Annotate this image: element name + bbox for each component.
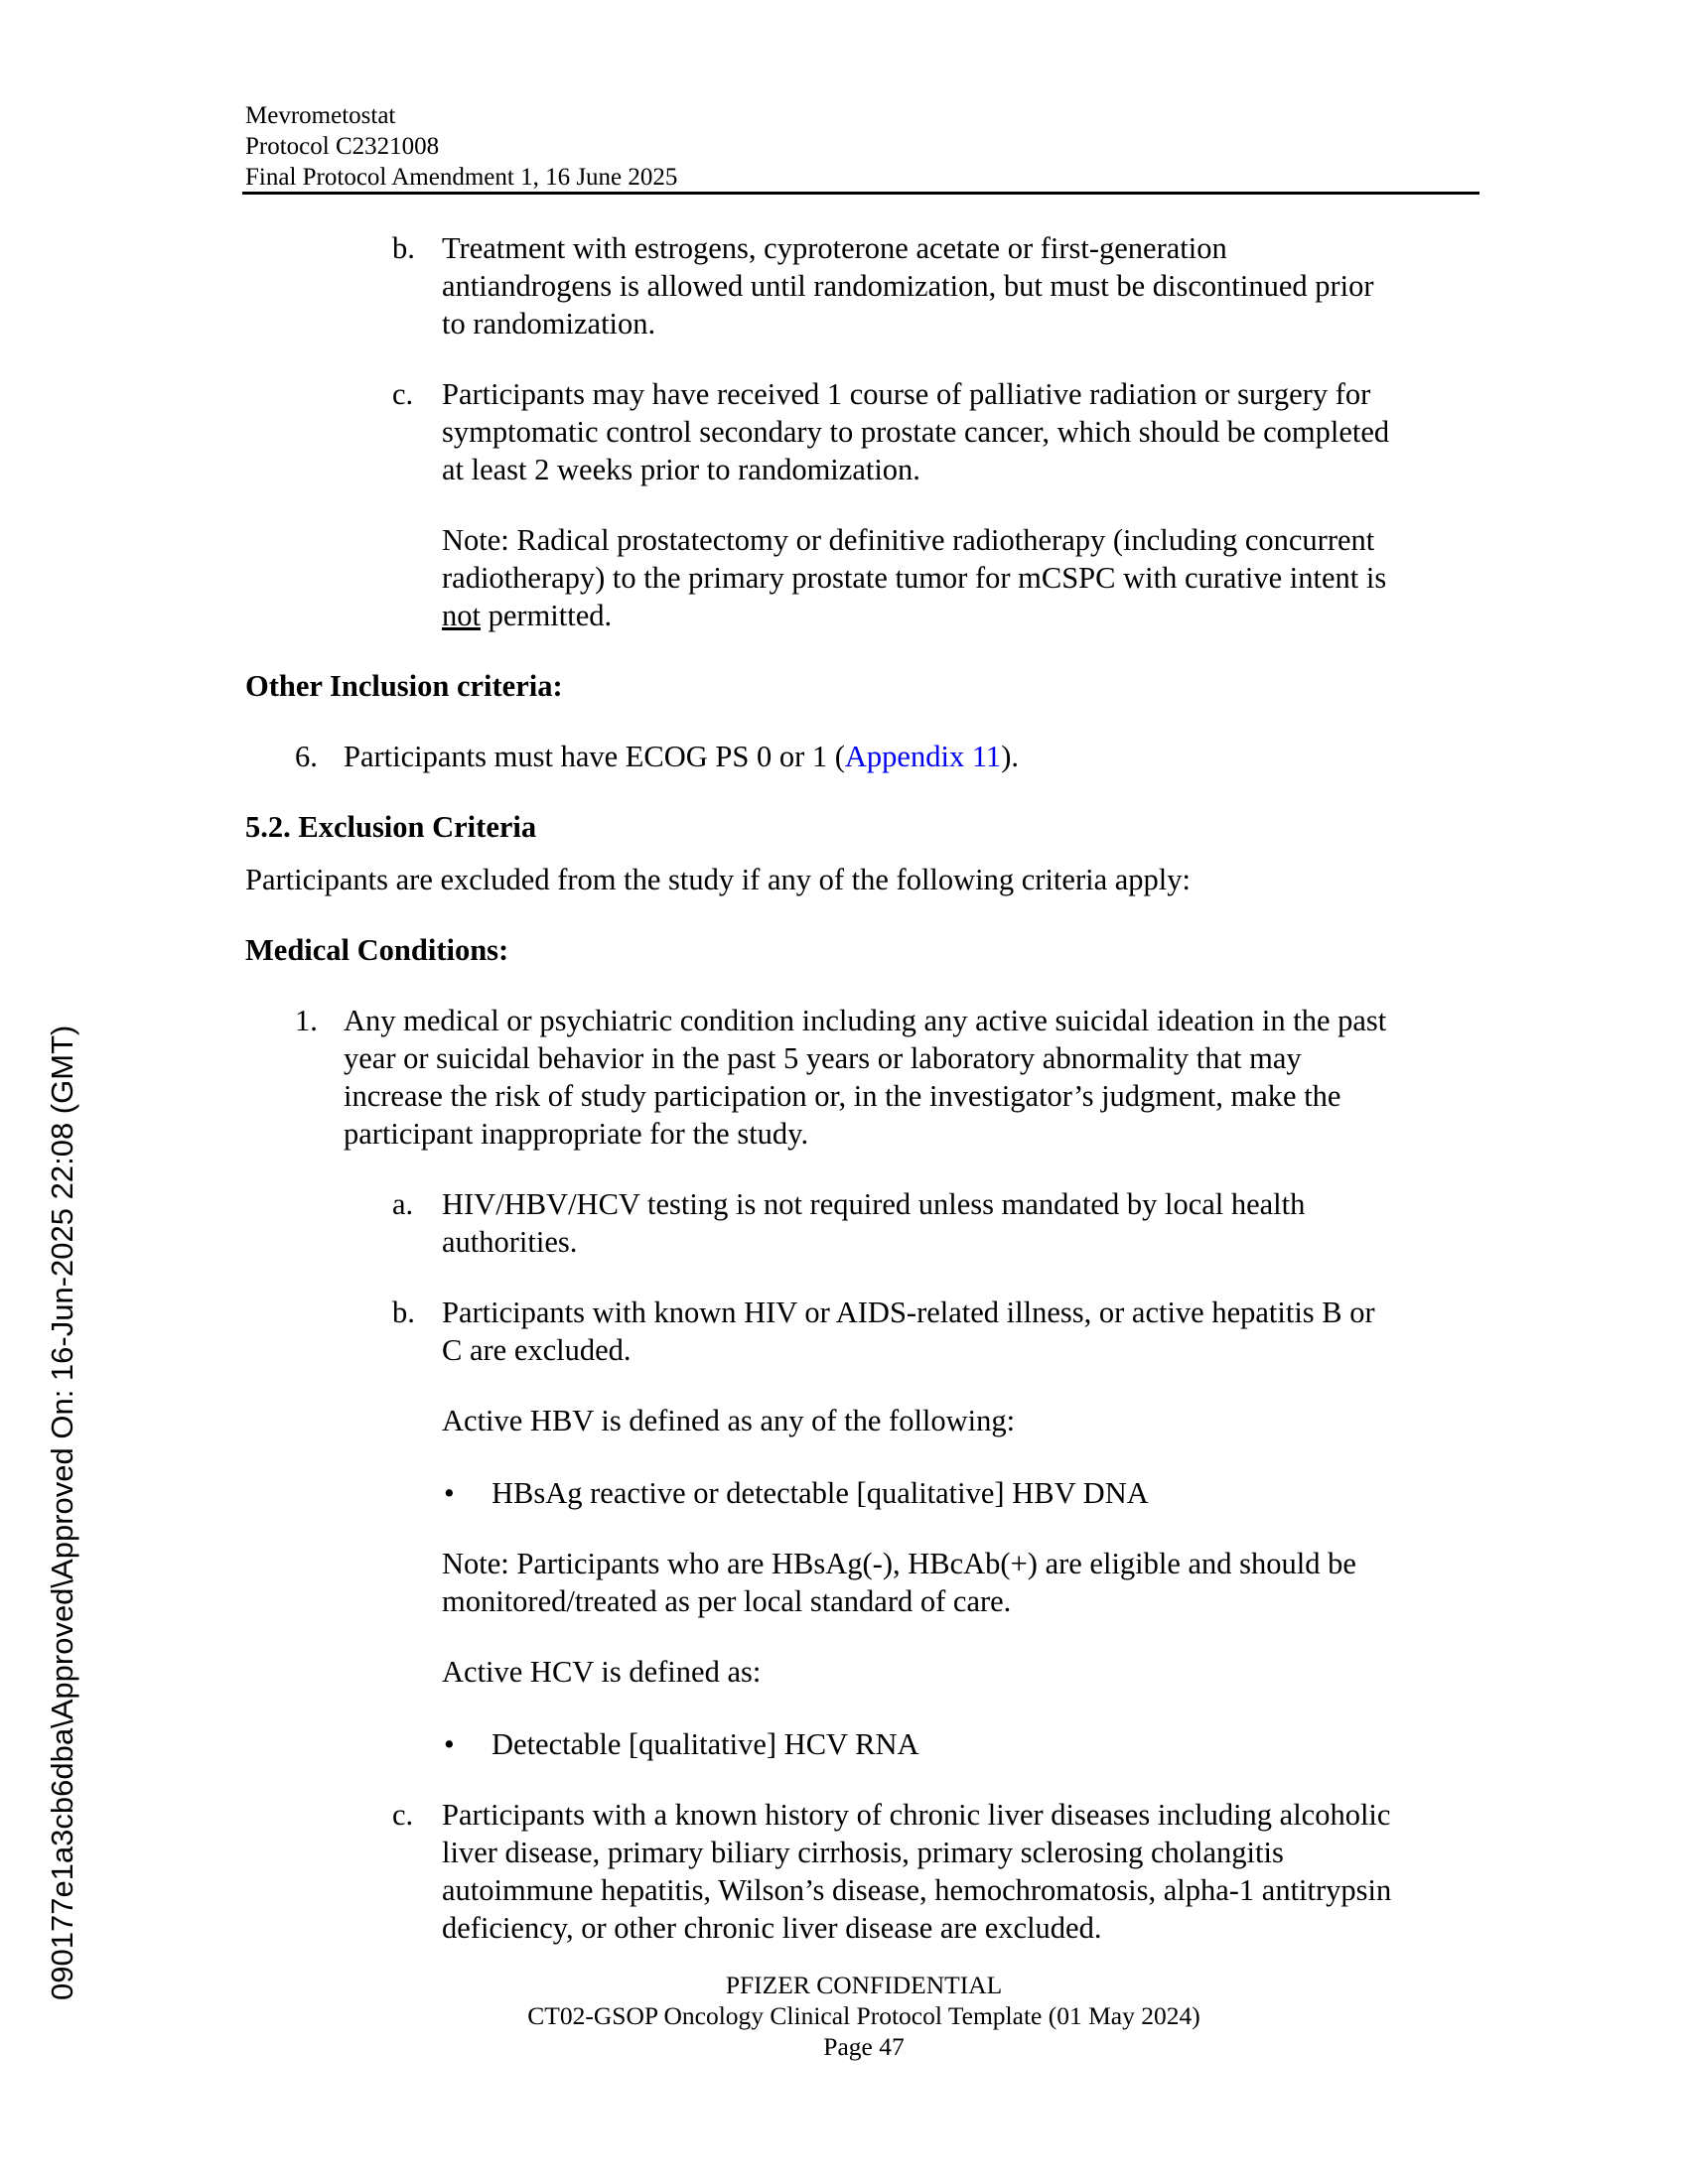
paragraph-line: participant inappropriate for the study.	[344, 1117, 809, 1151]
list-marker: b.	[392, 1296, 415, 1329]
paragraph-line: year or suicidal behavior in the past 5 years or laboratory abnormality that may	[344, 1041, 1302, 1075]
paragraph-line: authorities.	[442, 1225, 578, 1259]
bullet-icon: •	[444, 1476, 455, 1510]
header-amendment: Final Protocol Amendment 1, 16 June 2025	[245, 164, 678, 191]
paragraph-line	[344, 738, 1019, 775]
list-marker: 6.	[295, 740, 318, 773]
list-marker: b.	[392, 231, 415, 265]
exclusion-intro: Participants are excluded from the study if any of the following criteria apply:	[245, 863, 1191, 896]
hbv-definition: Active HBV is defined as any of the following:	[442, 1404, 1016, 1437]
paragraph-line: Treatment with estrogens, cyproterone acetate or first-generation	[442, 231, 1227, 265]
paragraph-line: to randomization.	[442, 307, 656, 341]
paragraph-line: Participants with known HIV or AIDS-related illness, or active hepatitis B or	[442, 1296, 1375, 1329]
paragraph-line: autoimmune hepatitis, Wilson’s disease, hemochromatosis, alpha-1 antitrypsin	[442, 1873, 1392, 1907]
approval-watermark: 090177e1a3cb6dba\Approved\Approved On: 16-Jun-2025 22:08 (GMT)	[45, 1024, 79, 2000]
hbv-note-line: Note: Participants who are HBsAg(-), HBcAb(+) are eligible and should be	[442, 1547, 1356, 1580]
hbv-bullet-text: HBsAg reactive or detectable [qualitative] HBV DNA	[492, 1476, 1149, 1510]
list-marker: a.	[392, 1187, 414, 1221]
paragraph-line: Any medical or psychiatric condition including any active suicidal ideation in the past	[344, 1004, 1387, 1037]
header-protocol-number: Protocol C2321008	[245, 133, 440, 160]
note-line-last	[442, 597, 612, 634]
paragraph-line: HIV/HBV/HCV testing is not required unless mandated by local health	[442, 1187, 1306, 1221]
footer-template: CT02-GSOP Oncology Clinical Protocol Template (01 May 2024)	[527, 2001, 1200, 2030]
underlined-not: not	[442, 599, 481, 632]
medical-conditions-heading: Medical Conditions:	[245, 933, 509, 967]
paragraph-line: at least 2 weeks prior to randomization.	[442, 453, 920, 486]
hcv-definition: Active HCV is defined as:	[442, 1655, 762, 1689]
paragraph-line: antiandrogens is allowed until randomization, but must be discontinued prior	[442, 269, 1374, 303]
paragraph-line: symptomatic control secondary to prostate cancer, which should be completed	[442, 415, 1390, 449]
list-marker: c.	[392, 1798, 414, 1832]
paragraph-line: deficiency, or other chronic liver disease are excluded.	[442, 1911, 1102, 1945]
bullet-icon: •	[444, 1727, 455, 1761]
footer-confidential: PFIZER CONFIDENTIAL	[725, 1971, 1003, 1999]
item-text-end: ).	[1001, 740, 1019, 773]
item-text: Participants must have ECOG PS 0 or 1 (	[344, 740, 845, 773]
list-marker: c.	[392, 377, 414, 411]
other-inclusion-heading: Other Inclusion criteria:	[245, 669, 563, 703]
note-line: radiotherapy) to the primary prostate tumor for mCSPC with curative intent is	[442, 561, 1387, 595]
footer-page-number: Page 47	[823, 2032, 905, 2061]
paragraph-line: liver disease, primary biliary cirrhosis, primary sclerosing cholangitis	[442, 1836, 1284, 1869]
note-line: Note: Radical prostatectomy or definitive radiotherapy (including concurrent	[442, 523, 1375, 557]
list-marker: 1.	[295, 1004, 318, 1037]
header-product-name: Mevrometostat	[245, 102, 396, 129]
section-heading-exclusion: 5.2. Exclusion Criteria	[245, 810, 537, 844]
hcv-bullet-text: Detectable [qualitative] HCV RNA	[492, 1727, 919, 1761]
paragraph-line: increase the risk of study participation or, in the investigator’s judgment, make the	[344, 1079, 1341, 1113]
header-rule	[242, 192, 1479, 195]
paragraph-line: Participants may have received 1 course of palliative radiation or surgery for	[442, 377, 1371, 411]
hbv-note-line: monitored/treated as per local standard of care.	[442, 1584, 1012, 1618]
note-line-rest: permitted.	[480, 599, 613, 632]
appendix-11-link[interactable]: Appendix 11	[844, 740, 1002, 773]
paragraph-line: C are excluded.	[442, 1333, 632, 1367]
paragraph-line: Participants with a known history of chronic liver diseases including alcoholic	[442, 1798, 1391, 1832]
